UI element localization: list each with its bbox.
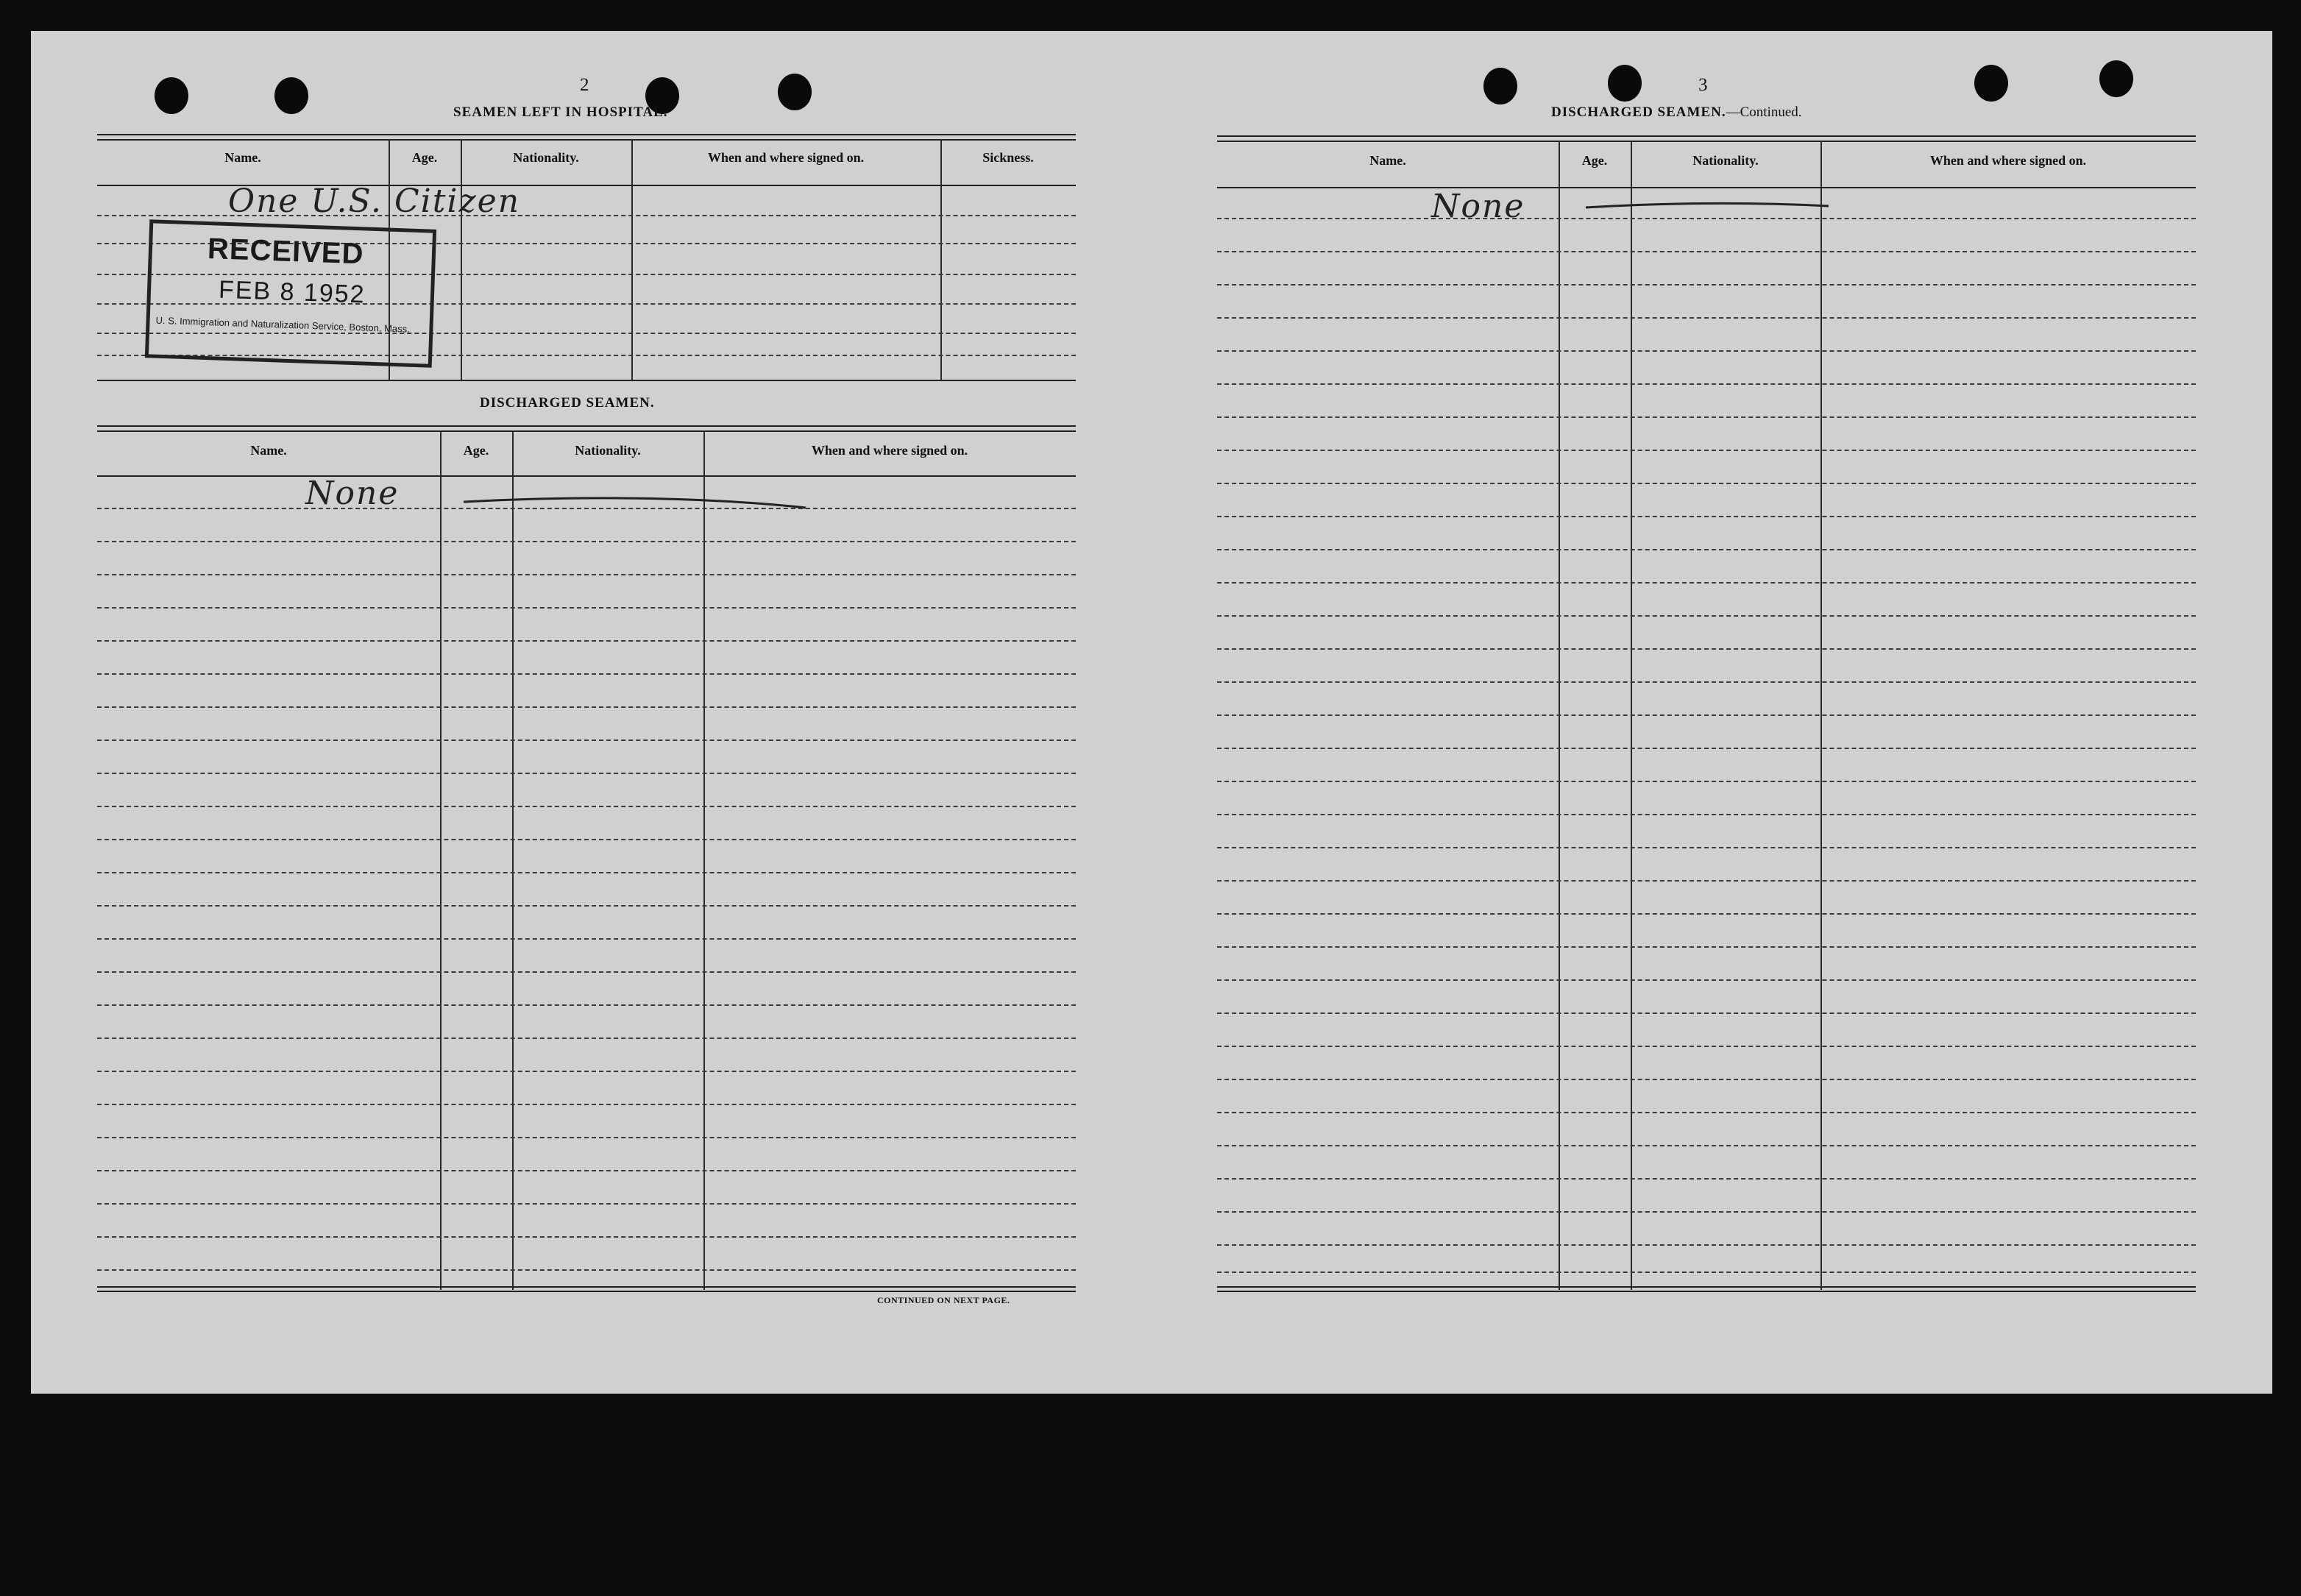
stamp-agency: U. S. Immigration and Naturalization Service, Boston, Mass. [155, 314, 411, 335]
discharged-continued-title [1551, 104, 1802, 121]
hospital-section-title: SEAMEN LEFT IN HOSPITAL. [453, 104, 668, 120]
stamp-date: FEB 8 1952 [218, 275, 366, 309]
punch-hole [155, 77, 188, 114]
punch-hole [274, 77, 308, 114]
column-header: Name. [250, 443, 287, 458]
column-header: Name. [224, 150, 261, 165]
discharged-table-right [1217, 135, 2196, 1294]
column-header: Age. [1581, 153, 1608, 168]
column-header: Sickness. [982, 150, 1034, 165]
column-header: Nationality. [513, 150, 579, 165]
column-header: Age. [463, 443, 489, 458]
continued-footer: CONTINUED ON NEXT PAGE. [877, 1295, 1010, 1305]
page-number-left: 2 [580, 75, 589, 95]
discharged-section-title: DISCHARGED SEAMEN. [480, 395, 655, 411]
handwritten-dash [460, 492, 813, 514]
column-header: When and where signed on. [811, 443, 968, 458]
discharged-table-left [97, 425, 1076, 1294]
title-suffix: —Continued. [1726, 104, 1802, 120]
handwritten-entry: None [1431, 188, 1525, 225]
column-header: Nationality. [575, 443, 641, 458]
punch-hole [1608, 65, 1642, 102]
punch-hole [778, 74, 812, 110]
title-text: DISCHARGED SEAMEN. [1551, 104, 1726, 120]
column-header: Name. [1369, 153, 1406, 168]
punch-hole [1974, 65, 2008, 102]
column-header: Nationality. [1692, 153, 1759, 168]
column-header: When and where signed on. [1929, 153, 2087, 168]
stamp-text: RECEIVED [207, 233, 365, 271]
column-header: When and where signed on. [707, 150, 865, 165]
page-number-right: 3 [1698, 75, 1708, 95]
handwritten-entry: None [305, 475, 400, 512]
punch-hole [2099, 60, 2133, 97]
handwritten-entry: One U.S. Citizen [228, 182, 521, 220]
received-stamp [145, 219, 436, 367]
column-header: Age. [411, 150, 438, 165]
handwritten-dash [1582, 197, 1832, 215]
punch-hole [1483, 68, 1517, 104]
